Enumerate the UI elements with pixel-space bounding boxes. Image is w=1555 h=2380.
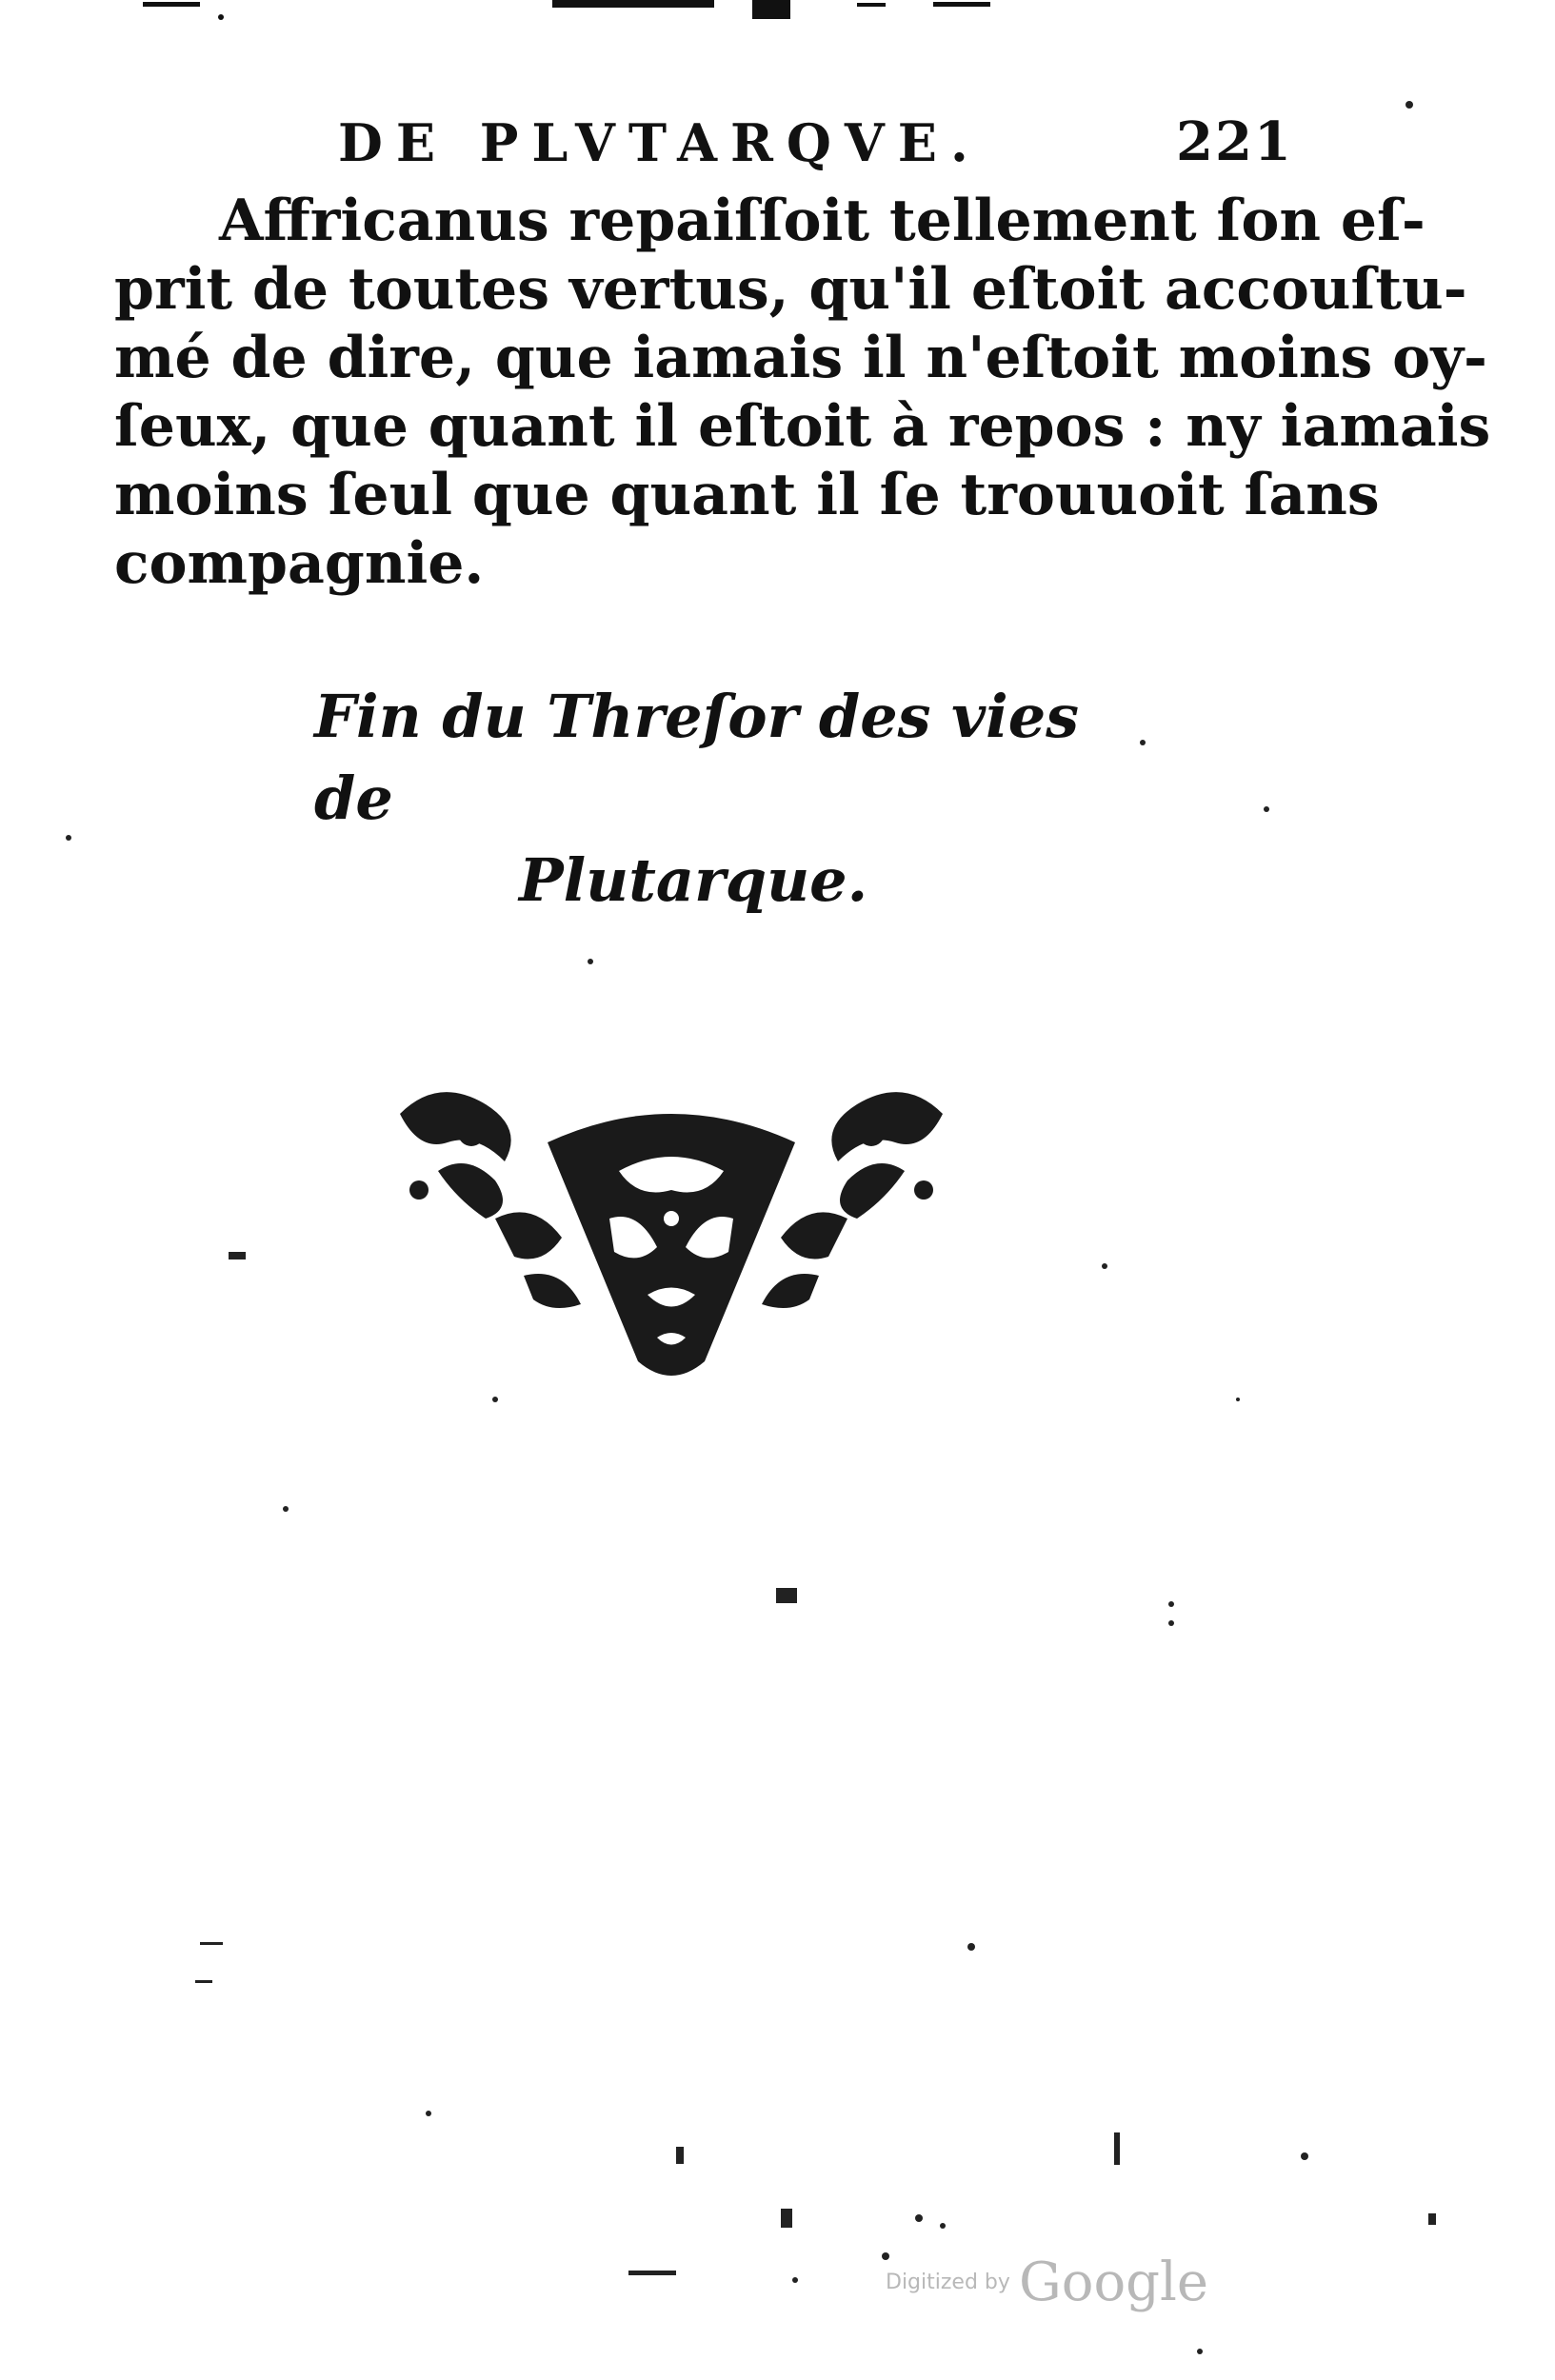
- body-line: compagnie.: [114, 530, 485, 597]
- digitized-by-google-watermark: [886, 2251, 1208, 2313]
- page-number: 221: [1176, 110, 1293, 173]
- watermark-brand: Google: [1019, 2251, 1209, 2313]
- body-line: Affricanus repaiſſoit tellement ſon eſ-: [219, 188, 1425, 254]
- colophon-line: Plutarque.: [519, 845, 868, 915]
- body-line: ſeux, que quant il eſtoit à repos : ny iamais: [114, 393, 1491, 460]
- body-line: moins ſeul que quant il ſe trouuoit ſans: [114, 462, 1380, 528]
- running-head-title: DE PLVTARQVE.: [338, 112, 982, 173]
- body-line: mé de dire, que iamais il n'eſtoit moins oy-: [114, 325, 1487, 391]
- watermark-prefix: Digitized by: [886, 2271, 1010, 2294]
- body-line: prit de toutes vertus, qu'il eſtoit accouſtu-: [114, 256, 1467, 323]
- colophon-line: Fin du Threſor des vies de: [314, 682, 1080, 833]
